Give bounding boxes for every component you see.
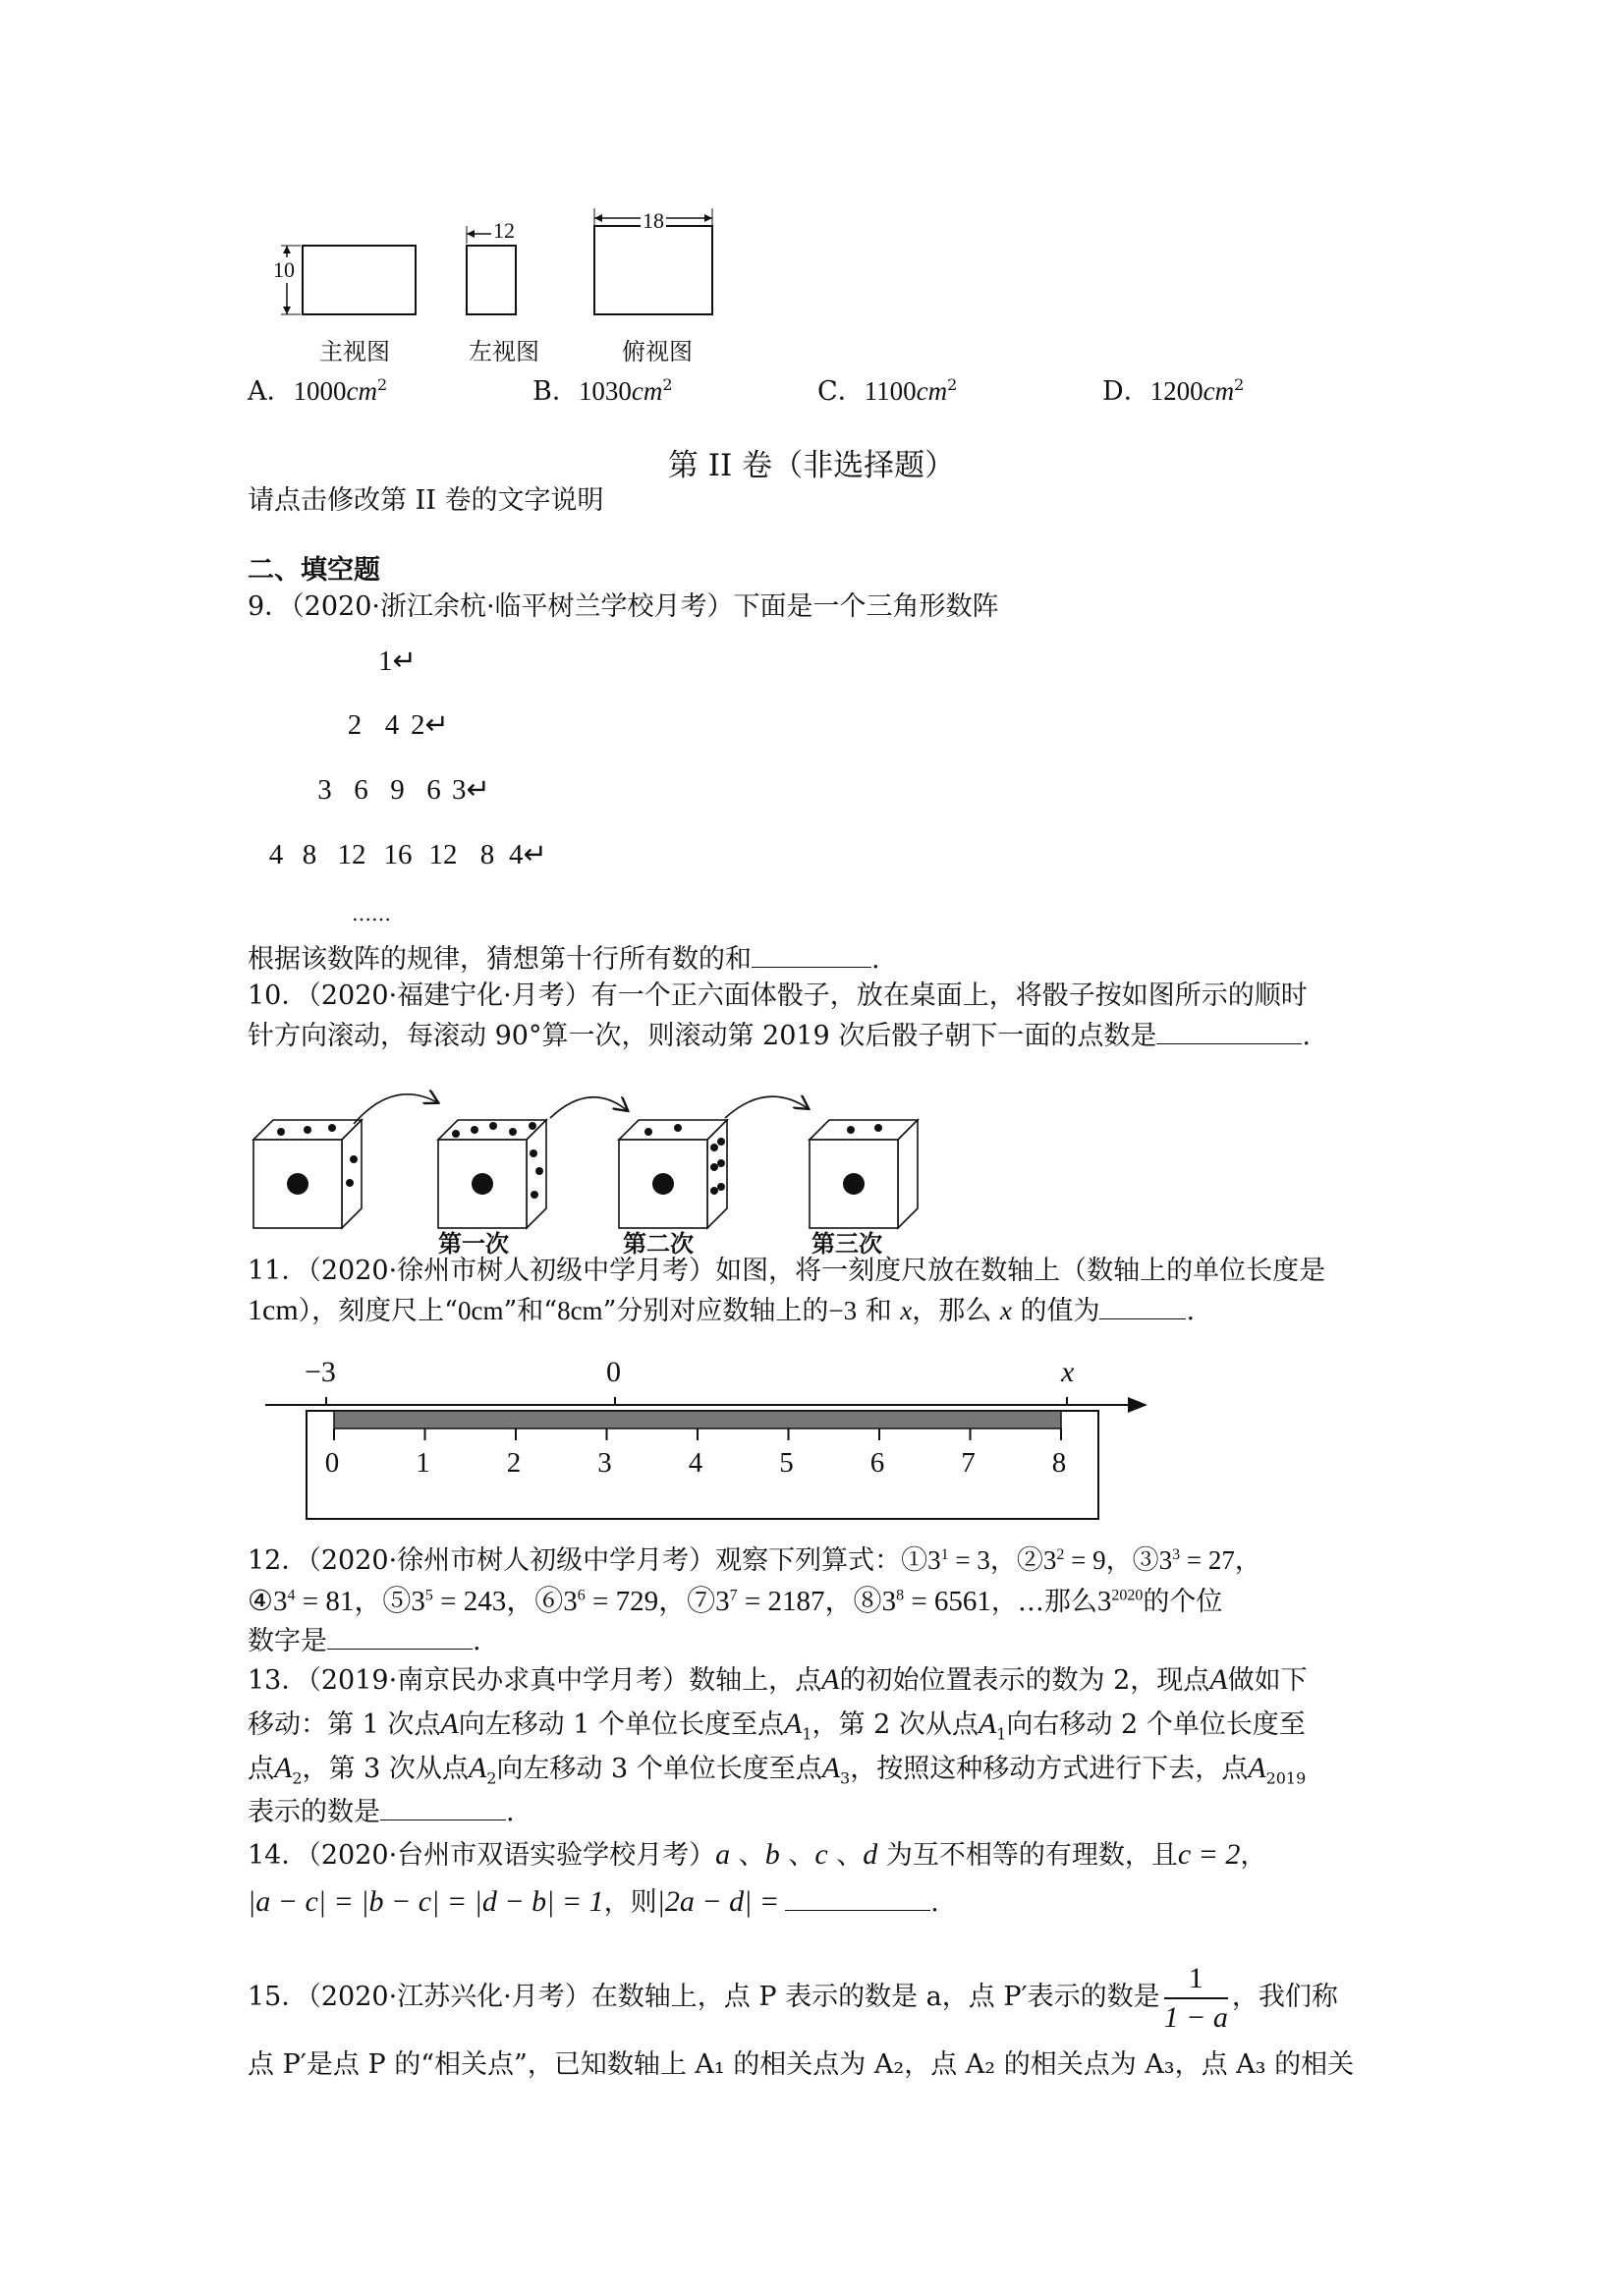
left-view-label: 左视图 [469, 338, 539, 365]
q9-row-1: 1↵ [378, 645, 417, 677]
dice-figure [246, 1089, 933, 1236]
q13-line-3: 点$A_2$，第 3 次从点$A_2$向左移动 3 个单位长度至点$A_3$，按照这种移动方式进行下去，点$A_{2019}$ [248, 1752, 1307, 1788]
dim-height: 10 [273, 257, 295, 282]
dim-left-width: 12 [493, 218, 515, 243]
section-heading: 二、填空题 [248, 555, 380, 586]
q9-row-3: 3 6 9 6 3↵ [317, 774, 490, 806]
ruler-tick-label: 8 [1051, 1447, 1067, 1479]
die-4 [810, 1120, 918, 1228]
q14-line-1: 14．（2020·台州市双语实验学校月考）a 、b 、c 、d 为互不相等的有理数，且c = 2， [248, 1838, 1267, 1871]
q9-row-4: 4 8 12 16 12 8 4↵ [268, 839, 547, 870]
q9-ellipsis: …… [352, 902, 391, 925]
axis-arrow-icon [1128, 1397, 1147, 1413]
q9-question: 根据该数阵的规律，猜想第十行所有数的和 . [248, 941, 880, 978]
q9-row-2: 2 4 2↵ [347, 709, 449, 741]
q8-option-b: B．$1030cm^2$ [532, 375, 673, 407]
q15-fraction: $\frac{1}{1 - a}$ [1163, 1961, 1228, 2034]
dim-top-width: 18 [643, 208, 664, 233]
q9-stem: 9．（2020·浙江余杭·临平树兰学校月考）下面是一个三角形数阵 [248, 591, 999, 622]
q9-answer-blank[interactable] [752, 941, 871, 968]
q8-option-a: A．$1000cm^2$ [248, 375, 388, 407]
roll-arrow-2 [550, 1097, 627, 1118]
ruler-tick-label: 5 [779, 1447, 794, 1479]
roll-arrow-3 [725, 1096, 808, 1118]
die-3 [619, 1120, 727, 1228]
ruler-figure [265, 1356, 1159, 1523]
q13-line-2: 移动：第 1 次点A向左移动 1 个单位长度至点$A_1$，第 2 次从点$A_1$向右移动 2 个单位长度至 [248, 1708, 1306, 1744]
axis-label-neg3: −3 [305, 1356, 336, 1388]
q11-line-2: 1cm），刻度尺上“0cm”和“8cm”分别对应数轴上的−3 和 x，那么 x 的值为 . [248, 1294, 1196, 1326]
q15-line-1: 15．（2020·江苏兴化·月考）在数轴上，点 P 表示的数是 a，点 P′表示的数是 $\frac{1}{1 - a}$ ，我们称 [248, 1953, 1338, 2042]
q13-line-1: 13．（2019·南京民办求真中学月考）数轴上，点A的初始位置表示的数为 2，现点A做如下 [248, 1663, 1308, 1696]
q11-answer-blank[interactable] [1099, 1293, 1186, 1319]
die-1 [253, 1120, 362, 1228]
ruler-tick-label: 1 [416, 1447, 430, 1479]
ruler-tick-label: 7 [961, 1447, 976, 1479]
q10-line-2: 针方向滚动，每滚动 90°算一次，则滚动第 2019 次后骰子朝下一面的点数是 . [248, 1018, 1311, 1054]
ruler-tick-label: 2 [506, 1447, 522, 1479]
q8-option-c: C．$1100cm^2$ [817, 375, 958, 407]
axis-label-x: x [1061, 1356, 1075, 1388]
ruler-strip [334, 1411, 1061, 1428]
q12-line-2: $④3^4 = 81$，$⑤3^5 = 243$，$⑥3^6 = 729$，$⑦3^7 = 2187$，$⑧3^8 = 6561$，…那么$3^{2020}$的个位 [248, 1586, 1223, 1617]
dice-caption-2: 第二次 [623, 1230, 694, 1258]
q12-line-1: 12．（2020·徐州市树人初级中学月考）观察下列算式：$①3^1 = 3$，$②3^2 = 9$，$③3^3 = 27$， [248, 1545, 1261, 1576]
ruler-tick-label: 0 [324, 1447, 340, 1479]
q12-line-3: 数字是 . [248, 1623, 481, 1659]
q13-answer-blank[interactable] [380, 1794, 506, 1820]
part2-title: 第 II 卷（非选择题） [667, 448, 956, 483]
q15-line-2: 点 P′是点 P 的“相关点”，已知数轴上 A₁ 的相关点为 A₂，点 A₂ 的相关点为 A₃，点 A₃ 的相关 [248, 2049, 1355, 2080]
q10-line-1: 10．（2020·福建宁化·月考）有一个正六面体骰子，放在桌面上，将骰子按如图所示的顺时 [248, 980, 1308, 1011]
ruler-tick-label: 4 [688, 1447, 703, 1479]
part2-note[interactable]: 请点击修改第 II 卷的文字说明 [248, 485, 604, 516]
q14-line-2: |a − c| = |b − c| = |d − b| = 1，则|2a − d| = . [248, 1885, 939, 1918]
axis-label-zero: 0 [606, 1356, 621, 1388]
q10-answer-blank[interactable] [1156, 1018, 1302, 1044]
top-view-label: 俯视图 [622, 338, 693, 365]
q12-answer-blank[interactable] [327, 1623, 473, 1650]
die-2 [438, 1120, 546, 1228]
ruler-tick-label: 3 [597, 1447, 612, 1479]
front-view [281, 246, 416, 314]
dice-caption-3: 第三次 [812, 1230, 882, 1258]
front-view-label: 主视图 [319, 338, 390, 365]
roll-arrow-1 [354, 1094, 437, 1124]
q8-option-d: D．$1200cm^2$ [1102, 375, 1245, 407]
q13-line-4: 表示的数是 . [248, 1794, 515, 1830]
ruler-tick-label: 6 [869, 1447, 885, 1479]
dice-caption-1: 第一次 [438, 1230, 509, 1258]
q11-line-1: 11．（2020·徐州市树人初级中学月考）如图，将一刻度尺放在数轴上（数轴上的单位长度是 [248, 1256, 1326, 1286]
q14-answer-blank[interactable] [785, 1884, 930, 1911]
